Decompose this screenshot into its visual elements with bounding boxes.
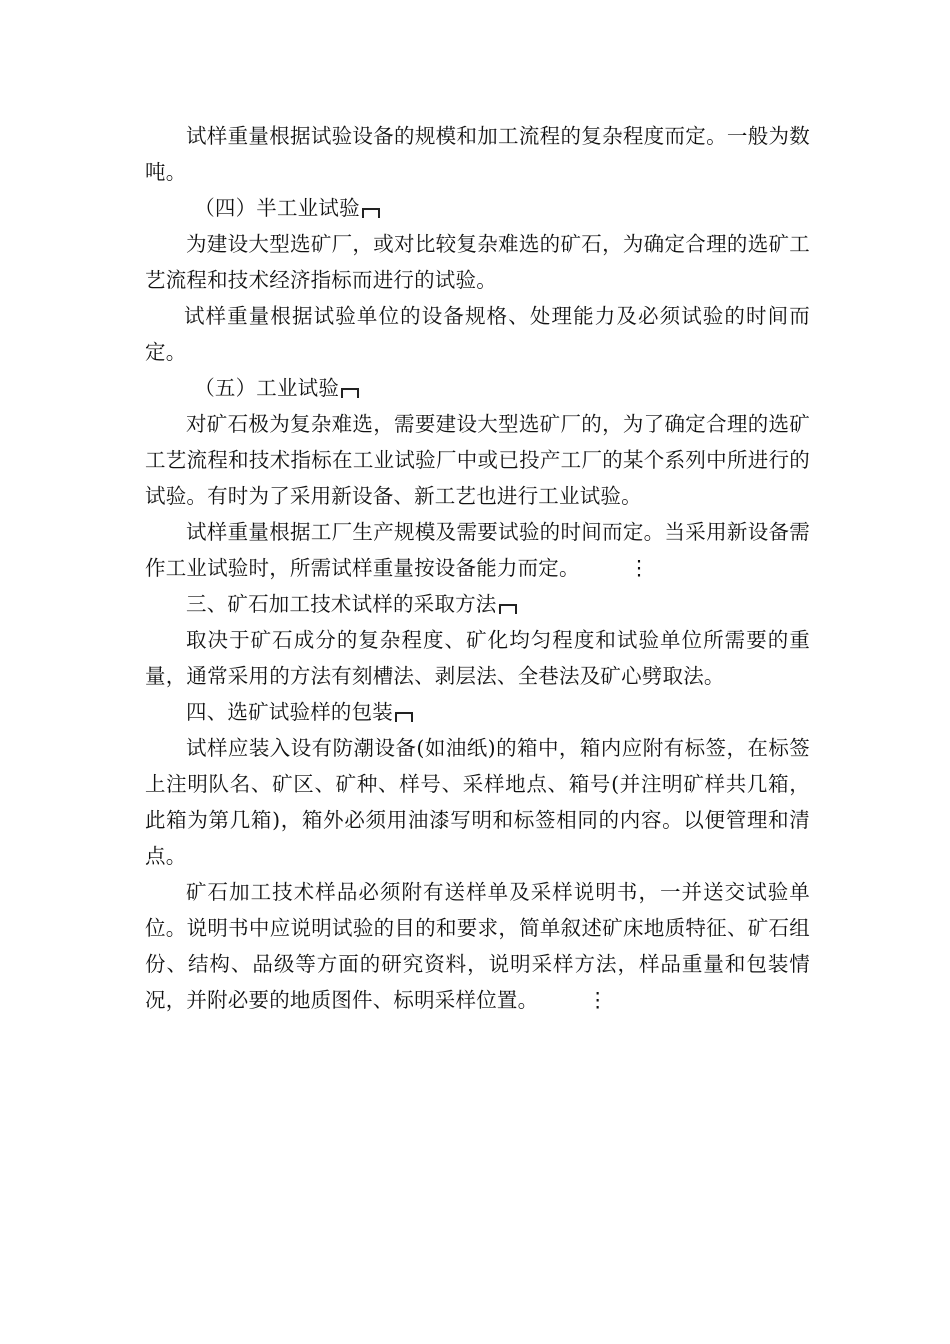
paragraph-sampling-method: 取决于矿石成分的复杂程度、矿化均匀程度和试验单位所需要的重量，通常采用的方法有刻槽法、剥层法、全巷法及矿心劈取法。 [145,628,810,688]
vertical-dots: ⋮ [587,988,609,1012]
paragraph-packaging: 试样应装入设有防潮设备(如油纸)的箱中，箱内应附有标签，在标签上注明队名、矿区、矿种、样号、采样地点、箱号(并注明矿样共几箱，此箱为第几箱)，箱外必须用油漆写明和标签相同的内容。以便管理和清点。 [145,736,810,868]
paragraph-sample-weight-2: 试样重量根据试验单位的设备规格、处理能力及必须试验的时间而定。 [145,304,810,364]
paragraph-semi-industrial-purpose: 为建设大型选矿厂，或对比较复杂难选的矿石，为确定合理的选矿工艺流程和技术经济指标而进行的试验。 [145,232,810,292]
heading-semi-industrial-test: （四）半工业试验 [145,190,810,226]
bracket-mark [362,208,380,218]
heading-industrial-test: （五）工业试验 [145,370,810,406]
vertical-dots: ⋮ [628,556,650,580]
bracket-mark [395,712,413,722]
paragraph-sample-weight-1: 试样重量根据试验设备的规模和加工流程的复杂程度而定。一般为数吨。 [145,124,810,184]
bracket-mark [341,388,359,398]
document-body [145,118,810,1018]
heading-packaging: 四、选矿试验样的包装 [145,694,810,730]
paragraph-sample-weight-3: 试样重量根据工厂生产规模及需要试验的时间而定。当采用新设备需作工业试验时，所需试样重量按设备能力而定。 ⋮ [145,514,810,586]
paragraph-industrial-purpose: 对矿石极为复杂难选，需要建设大型选矿厂的，为了确定合理的选矿工艺流程和技术指标在工业试验厂中或已投产工厂的某个系列中所进行的试验。有时为了采用新设备、新工艺也进行工业试验。 [145,412,810,508]
heading-sampling-method: 三、矿石加工技术试样的采取方法 [145,586,810,622]
paragraph-submission: 矿石加工技术样品必须附有送样单及采样说明书，一并送交试验单位。说明书中应说明试验的目的和要求，简单叙述矿床地质特征、矿石组份、结构、品级等方面的研究资料，说明采样方法，样品重量和包装情况，并附必要的地质图件、标明采样位置。 ⋮ [145,874,810,1018]
bracket-mark [499,604,517,614]
